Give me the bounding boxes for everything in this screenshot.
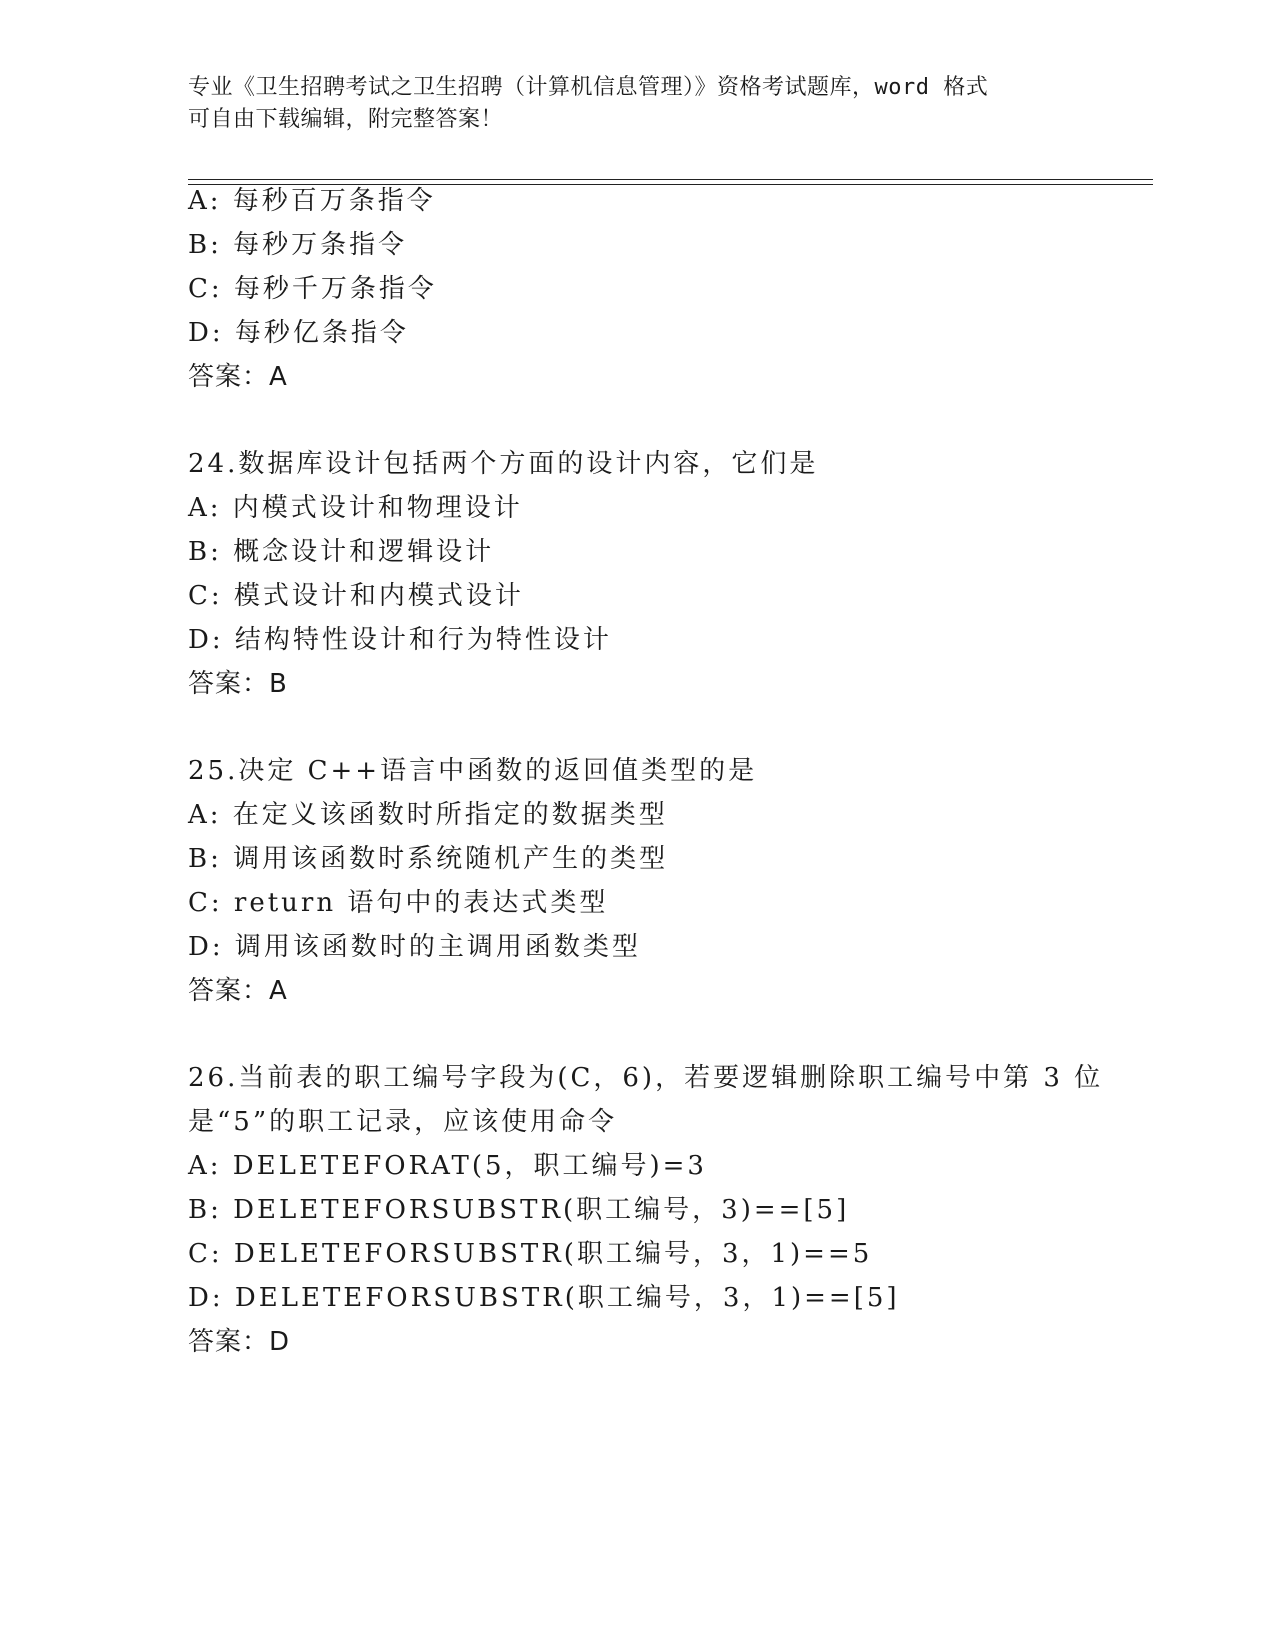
q24-option-b: B: 概念设计和逻辑设计 (188, 537, 495, 567)
q25-option-b: B: 调用该函数时系统随机产生的类型 (188, 844, 669, 874)
q23-option-d: D: 每秒亿条指令 (188, 318, 409, 348)
q24-option-d: D: 结构特性设计和行为特性设计 (188, 625, 612, 655)
q26-option-b: B: DELETEFORSUBSTR(职工编号，3)==[5] (188, 1195, 850, 1225)
q24-answer: 答案：B (188, 669, 288, 699)
q26-option-c: C: DELETEFORSUBSTR(职工编号，3，1)==5 (188, 1239, 873, 1269)
q25-question: 25.决定 C++语言中函数的返回值类型的是 (188, 756, 758, 786)
q23-option-b: B: 每秒万条指令 (188, 230, 408, 260)
document-header (188, 72, 1088, 136)
q23-answer: 答案：A (188, 362, 288, 392)
header-line-2: 可自由下载编辑，附完整答案！ (188, 107, 504, 132)
q26-option-a: A: DELETEFORAT(5，职工编号)=3 (188, 1151, 707, 1181)
header-line-1: 专业《卫生招聘考试之卫生招聘（计算机信息管理）》资格考试题库，word 格式 (188, 75, 989, 100)
q26-question-line-2: 是“5”的职工记录，应该使用命令 (188, 1107, 618, 1137)
q26-option-d: D: DELETEFORSUBSTR(职工编号，3，1)==[5] (188, 1283, 900, 1313)
header-divider-top (188, 179, 1153, 180)
q25-option-c: C: return 语句中的表达式类型 (188, 888, 609, 918)
q26-answer: 答案：D (188, 1327, 291, 1357)
q24-option-c: C: 模式设计和内模式设计 (188, 581, 524, 611)
q25-option-d: D: 调用该函数时的主调用函数类型 (188, 932, 641, 962)
q24-question: 24.数据库设计包括两个方面的设计内容，它们是 (188, 449, 819, 479)
q23-option-a: A: 每秒百万条指令 (188, 186, 436, 216)
q25-option-a: A: 在定义该函数时所指定的数据类型 (188, 800, 668, 830)
q23-option-c: C: 每秒千万条指令 (188, 274, 437, 304)
q26-question-line-1: 26.当前表的职工编号字段为(C，6)，若要逻辑删除职工编号中第 3 位 (188, 1063, 1104, 1093)
q25-answer: 答案：A (188, 976, 288, 1006)
q24-option-a: A: 内模式设计和物理设计 (188, 493, 523, 523)
